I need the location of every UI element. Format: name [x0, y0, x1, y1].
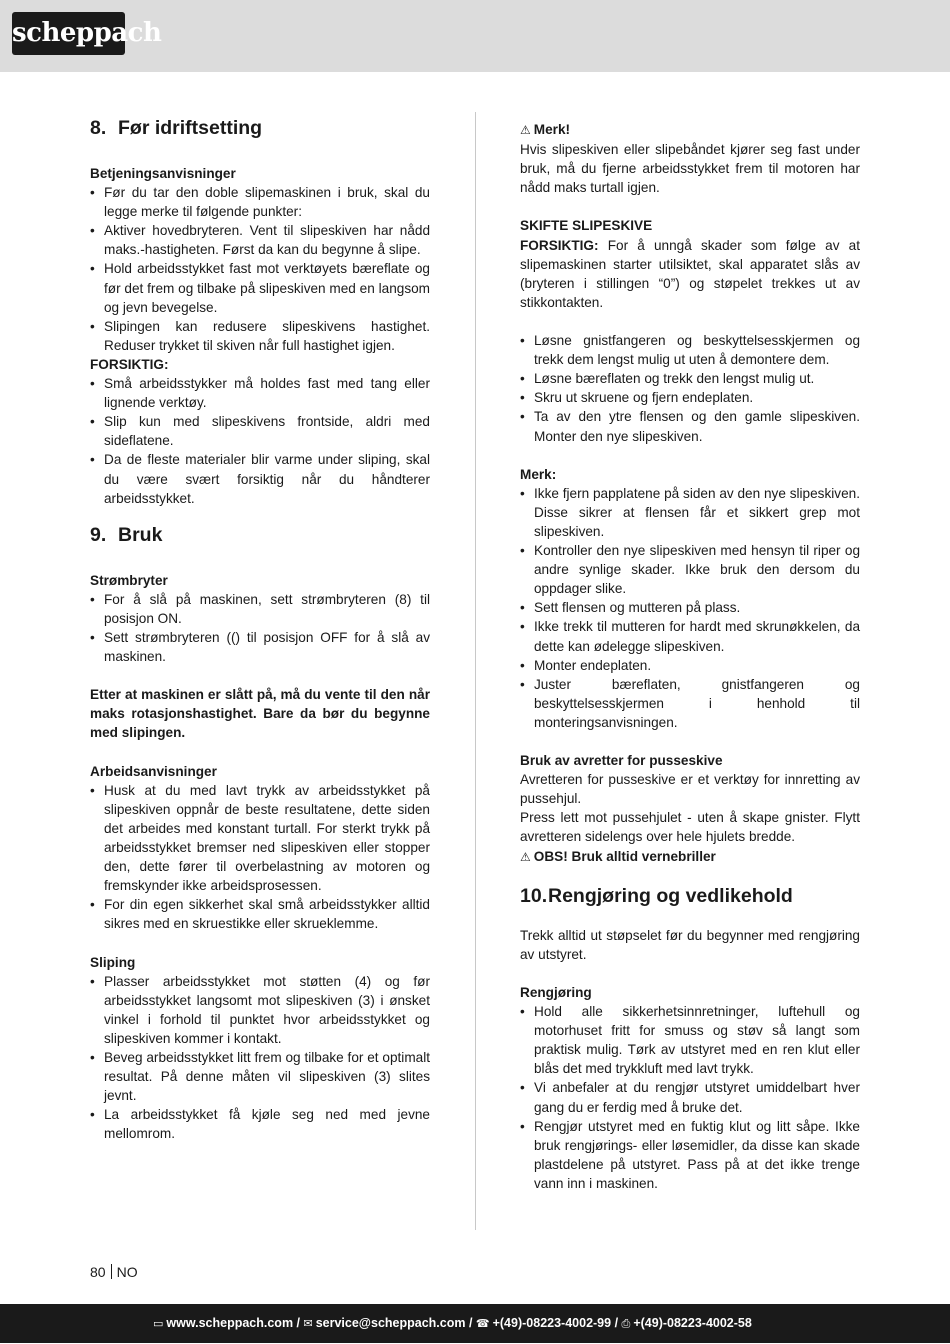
phone-icon: ☎: [475, 1318, 490, 1330]
list-item: • Før du tar den doble slipemaskinen i bruk, skal du legge merke til følgende punkter:: [90, 183, 430, 221]
grinding-list: [90, 972, 430, 1144]
section-10-heading: Rengjøring og vedlikehold: [548, 884, 793, 907]
section-9-heading: Bruk: [118, 523, 163, 546]
list-item: • Juster bæreflaten, gnistfangeren og beskyttelsesskjermen i henhold til monteringsanvisningen.: [520, 675, 860, 732]
phone-number: +(49)-08223-4002-99: [492, 1316, 612, 1330]
page-footer: [90, 1264, 138, 1280]
section-8-title: [90, 116, 430, 140]
page-number: 80: [90, 1264, 106, 1280]
language-code: NO: [116, 1264, 138, 1280]
list-item: • Plasser arbeidsstykket mot støtten (4) og før arbeidsstykket langsomt mot slipeskiven (3) i ønsket vinkel i forhold til punktet hvor arbeidsstykket og slipeskiven kommer i kontakt.: [90, 972, 430, 1048]
mail-icon: ✉: [303, 1318, 313, 1330]
change-caution-label: FORSIKTIG:: [520, 237, 599, 253]
list-item: • Slipingen kan redusere slipeskivens hastighet. Reduser trykket til skiven når full hastighet igjen.: [90, 317, 430, 355]
change-heading: SKIFTE SLIPESKIVE: [520, 218, 653, 234]
list-item: • Løsne bæreflaten og trekk den lengst mulig ut.: [520, 369, 860, 388]
section-10-number: 10.: [520, 884, 548, 907]
list-item: • For din egen sikkerhet skal små arbeidsstykker alltid sikres med en skruestikke eller skrueklemme.: [90, 895, 430, 933]
list-item: • Husk at du med lavt trykk av arbeidsstykket på slipeskiven oppnår de beste resultatene, dette siden det arbeides med konstant turtall. For sterkt trykk på arbeidsstykket bremser ned slipeskiven eller stopper den, dette fører til overbelastning av motoren og fremskynder ikke arbeidsprosessen.: [90, 781, 430, 896]
warning-triangle-icon: ⚠: [520, 123, 531, 137]
section-10-intro: Trekk alltid ut støpselet før du begynner med rengjøring av utstyret.: [520, 927, 860, 962]
switch-list: [90, 590, 430, 666]
list-item: • Små arbeidsstykker må holdes fast med tang eller lignende verktøy.: [90, 374, 430, 412]
list-item: • Sett strømbryteren (() til posisjon OFF for å slå av maskinen.: [90, 628, 430, 666]
section-9-number: 9.: [90, 523, 107, 546]
separator: /: [611, 1316, 622, 1330]
list-item: • Rengjør utstyret med en fuktig klut og litt såpe. Ikke bruk rengjørings- eller løsemidler, da disse kan skade plastdelene på utstyret. Pass på at det ikke trenge vann inn i maskinen.: [520, 1117, 860, 1193]
email-link[interactable]: service@scheppach.com: [315, 1316, 466, 1330]
dresser-warning-row: [520, 847, 860, 867]
column-divider: [475, 112, 476, 1230]
wait-note: Etter at maskinen er slått på, må du vente til den når maks rotasjonshastighet. Bare da bør du begynne med slipingen.: [90, 687, 430, 741]
caution-heading: FORSIKTIG:: [90, 356, 169, 372]
list-item: • Skru ut skruene og fjern endeplaten.: [520, 388, 860, 407]
list-item: • Vi anbefaler at du rengjør utstyret umiddelbart hver gang du er ferdig med å bruke det.: [520, 1078, 860, 1116]
list-item: • Kontroller den nye slipeskiven med hensyn til riper og andre synlige skader. Ikke bruk den dersom du oppdager slike.: [520, 541, 860, 598]
scheppach-logo: scheppach: [12, 12, 125, 55]
merk-list: [520, 484, 860, 732]
list-item: • Aktiver hovedbryteren. Vent til slipeskiven har nådd maks.-hastigheten. Først da kan du begynne å slipe.: [90, 221, 430, 259]
separator: /: [293, 1316, 304, 1330]
left-column: [90, 112, 430, 1144]
list-item: • La arbeidsstykket få kjøle seg ned med jevne mellomrom.: [90, 1105, 430, 1143]
list-item: • Slip kun med slipeskivens frontside, aldri med sideflatene.: [90, 412, 430, 450]
list-item: • Løsne gnistfangeren og beskyttelsesskjermen og trekk dem lengst mulig ut uten å demontere dem.: [520, 331, 860, 369]
caution-list: [90, 374, 430, 508]
website-link[interactable]: www.scheppach.com: [166, 1316, 294, 1330]
section-9-title: [90, 523, 430, 547]
list-item: • Sett flensen og mutteren på plass.: [520, 598, 860, 617]
list-item: • Ikke fjern papplatene på siden av den nye slipeskiven. Disse sikrer at flensen får et sikkert grep mot slipeskiven.: [520, 484, 860, 541]
change-list: [520, 331, 860, 446]
change-caution: [520, 236, 860, 312]
header-bar: [0, 0, 950, 72]
list-item: • Da de fleste materialer blir varme under sliping, skal du være svært forsiktig når du håndterer arbeidsstykket.: [90, 450, 430, 507]
change-caution-text: For å unngå skader som følge av at slipemaskinen starter utilsiktet, skal apparatet slås av (bryteren i stillingen “0”) og støpelet trekkes ut av stikkontakten.: [520, 237, 860, 310]
list-item: • Beveg arbeidsstykket litt frem og tilbake for et optimalt resultat. På denne måten vil slipeskiven (3) slites jevnt.: [90, 1048, 430, 1105]
section-8-heading: Før idriftsetting: [118, 117, 263, 139]
work-list: [90, 781, 430, 934]
contact-line: [153, 1304, 752, 1344]
list-item: • Hold alle sikkerhetsinnretninger, luftehull og motorhuset fritt for smuss og støv så langt som praktisk mulig. Tørk av utstyret med en ren klut eller blås det med trykkluft med lavt trykk.: [520, 1002, 860, 1078]
warning-triangle-icon: ⚠: [520, 849, 531, 864]
separator: /: [465, 1316, 476, 1330]
note-heading: Merk!: [533, 122, 571, 137]
operating-heading: Betjeningsanvisninger: [90, 166, 236, 181]
right-column: [520, 112, 860, 1193]
contact-bar: [0, 1304, 950, 1343]
note-heading-row: [520, 120, 860, 140]
section-10-title: [520, 884, 860, 908]
cleaning-heading: Rengjøring: [520, 984, 592, 1000]
list-item: • Ikke trekk til mutteren for hardt med skrunøkkelen, da dette kan ødelegge slipeskiven.: [520, 617, 860, 655]
grinding-heading: Sliping: [90, 954, 136, 970]
dresser-text-2: Press lett mot pussehjulet - uten å skape gnister. Flytt avretteren sidelengs over hele hjulets bredde.: [520, 810, 860, 845]
operating-list: [90, 183, 430, 355]
merk-heading: Merk:: [520, 466, 557, 482]
list-item: • Monter endeplaten.: [520, 656, 860, 675]
note-text: Hvis slipeskiven eller slipebåndet kjører seg fast under bruk, må du fjerne arbeidsstykket frem til motoren har nådd maks turtall igjen.: [520, 142, 860, 196]
list-item: • For å slå på maskinen, sett strømbryteren (8) til posisjon ON.: [90, 590, 430, 628]
switch-heading: Strømbryter: [90, 572, 168, 588]
fax-number: +(49)-08223-4002-58: [633, 1316, 752, 1330]
dresser-text-1: Avretteren for pusseskive er et verktøy for innretting av pussehjul.: [520, 772, 860, 807]
fax-icon: ⎙: [621, 1318, 631, 1330]
dresser-heading: Bruk av avretter for pusseskive: [520, 753, 723, 769]
dresser-warning: OBS! Bruk alltid vernebriller: [533, 848, 716, 864]
list-item: • Ta av den ytre flensen og den gamle slipeskiven. Monter den nye slipeskiven.: [520, 407, 860, 445]
cleaning-list: [520, 1002, 860, 1193]
section-8-number: 8.: [90, 117, 107, 139]
computer-icon: ▭: [153, 1318, 164, 1330]
work-heading: Arbeidsanvisninger: [90, 763, 217, 779]
list-item: • Hold arbeidsstykket fast mot verktøyets bæreflate og før det frem og tilbake på slipeskiven med en langsom og jevn bevegelse.: [90, 259, 430, 316]
